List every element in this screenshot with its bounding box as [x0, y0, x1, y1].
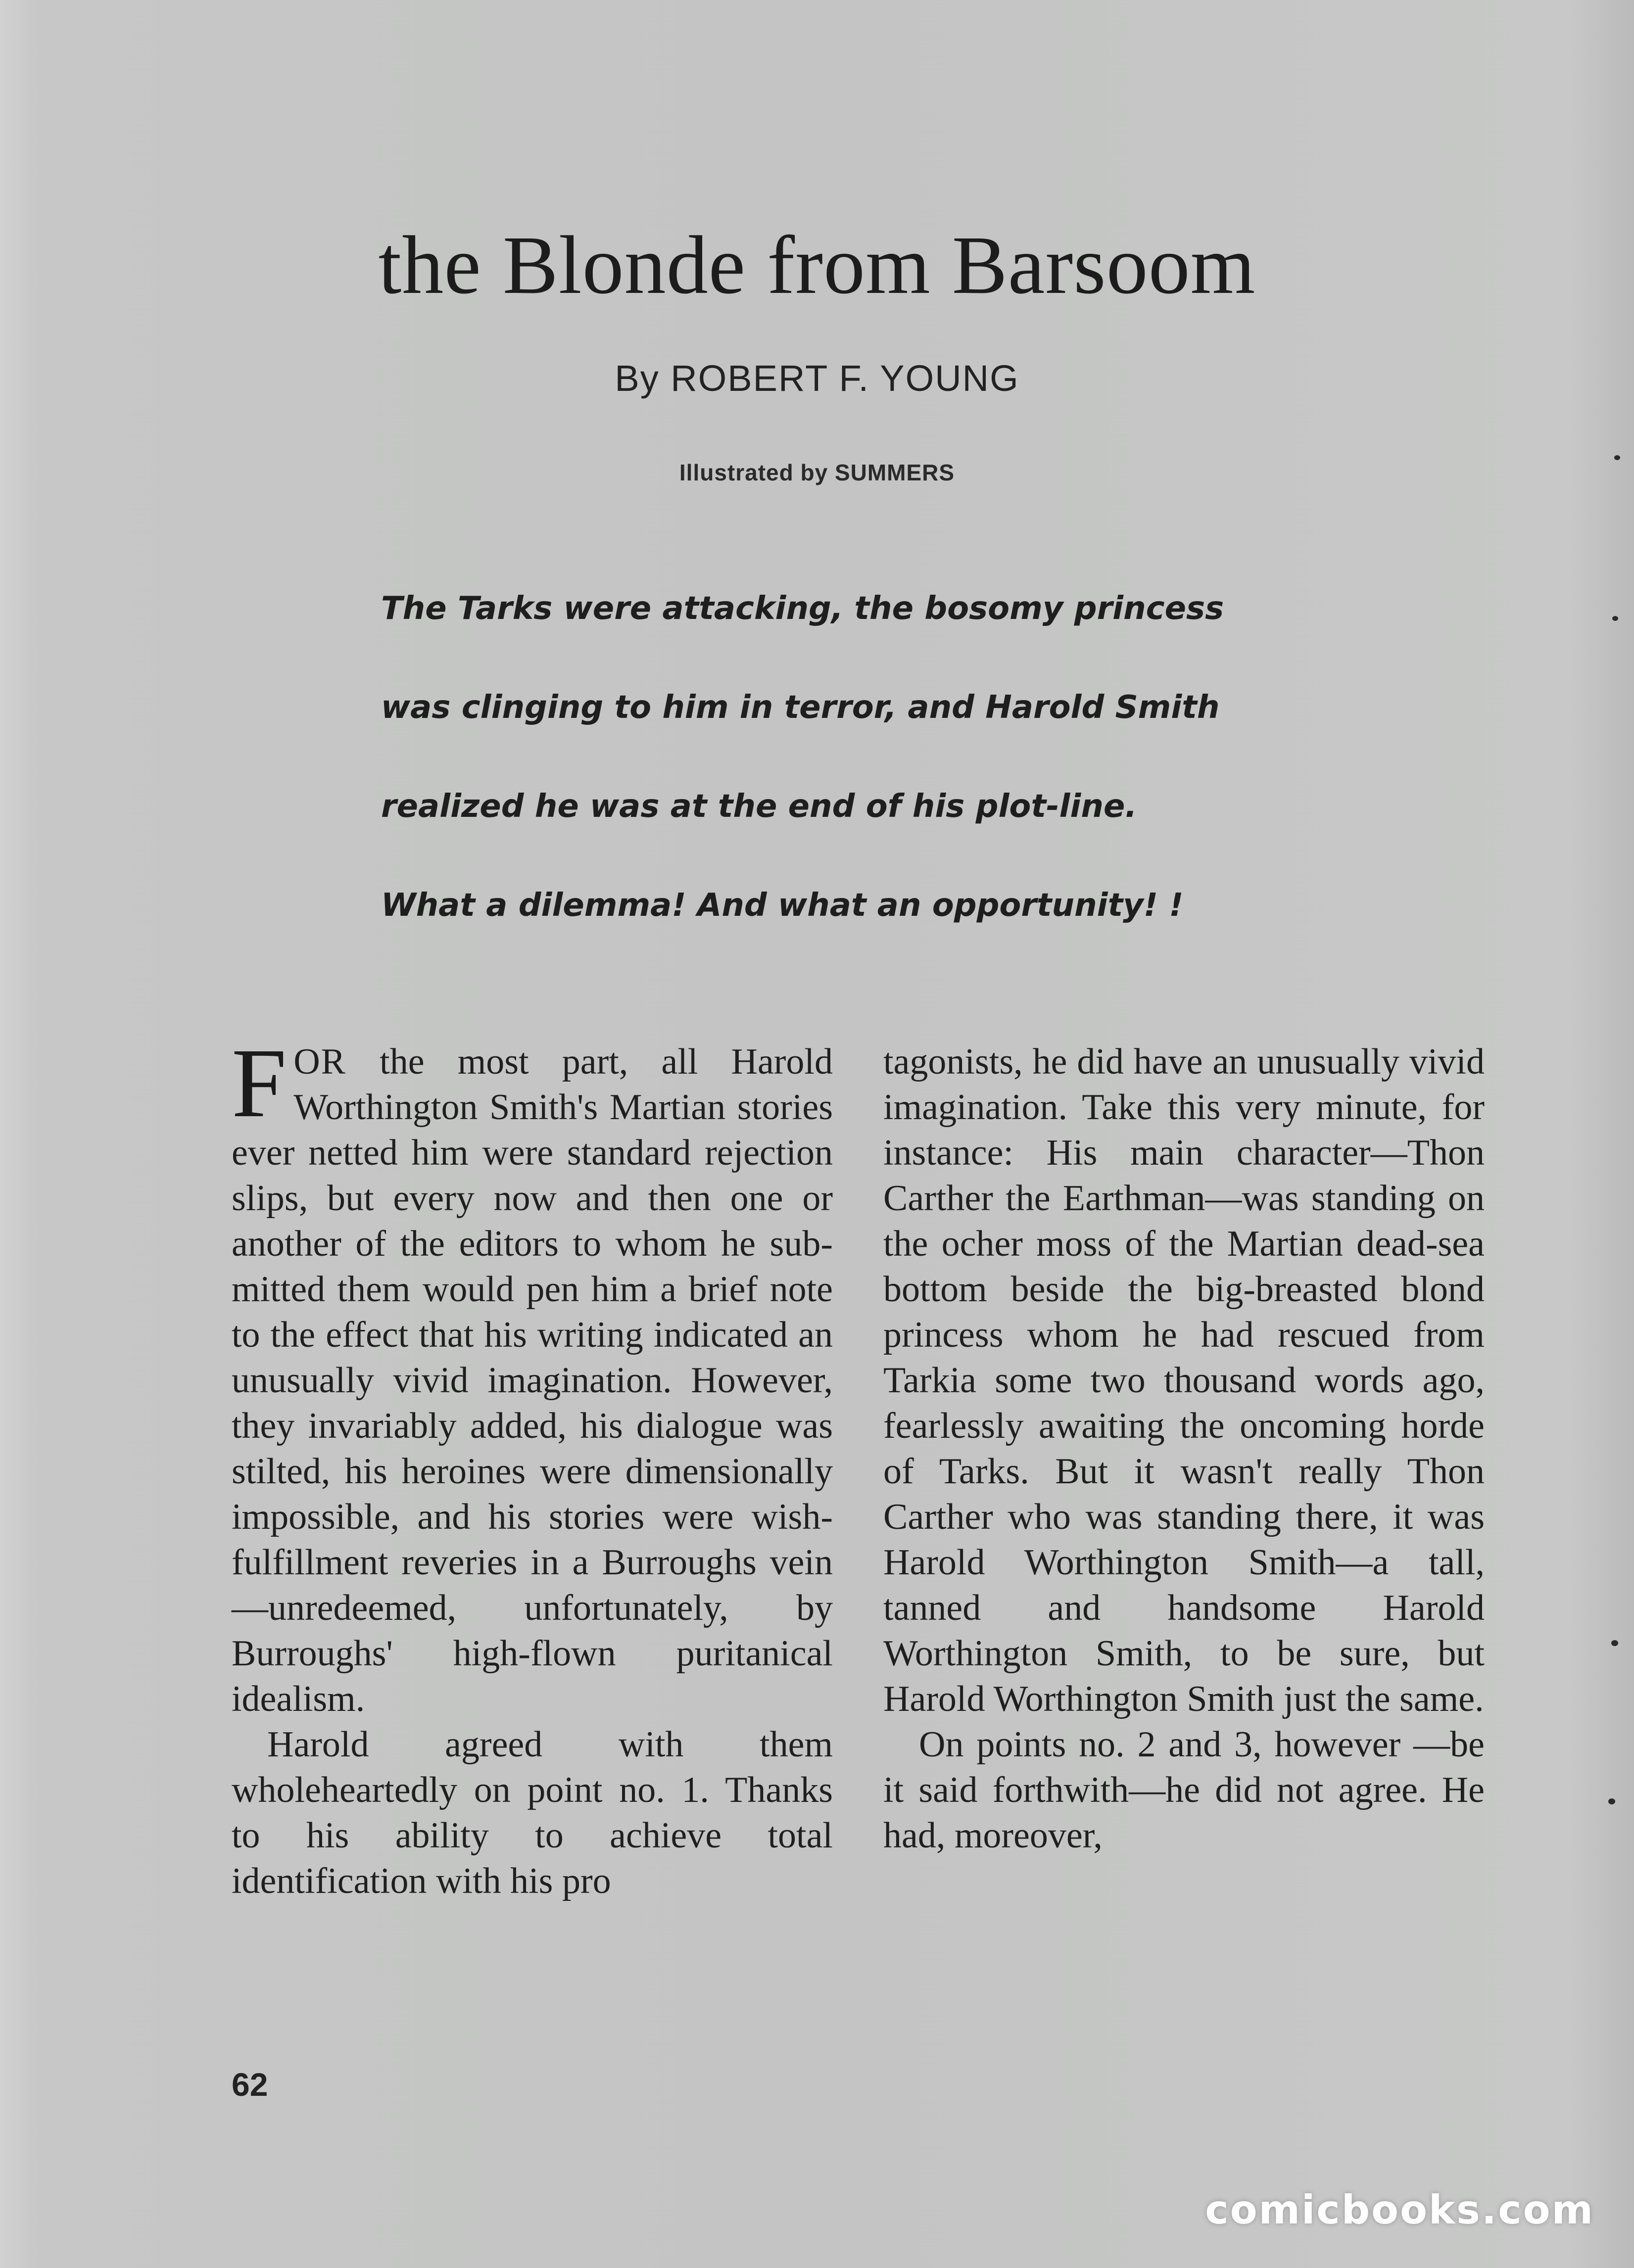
page-number: 62 [232, 2066, 268, 2103]
scan-speck [1612, 616, 1618, 621]
blurb-line: was clinging to him in terror, and Harold Smith [381, 689, 1220, 726]
body-paragraph: On points no. 2 and 3, however —be it said forthwith—he did not agree. He had, moreover, [883, 1724, 1485, 1856]
story-title: the Blonde from Barsoom [378, 219, 1256, 311]
opening-small-caps: OR [293, 1041, 347, 1082]
story-blurb [381, 579, 1519, 975]
illustrator-credit: Illustrated by SUMMERS [679, 460, 955, 485]
blurb-line: What a dilemma! And what an opportunity! ! [381, 887, 1184, 924]
drop-cap: F [232, 1029, 287, 1138]
blurb-line: The Tarks were attacking, the bosomy princess [381, 590, 1224, 627]
body-paragraph [232, 1029, 833, 1722]
text-column-left [232, 1029, 833, 1904]
body-paragraph: Harold agreed with them wholeheartedly on point no. 1. Thanks to his ability to achieve total identification with his pro [232, 1724, 833, 1901]
author-byline: By ROBERT F. YOUNG [615, 358, 1019, 399]
scan-speck [1608, 1798, 1615, 1804]
blurb-line: realized he was at the end of his plot-line. [381, 788, 1137, 825]
body-paragraph: tagonists, he did have an unusually vivid imagination. Take this very minute, for instance: His main character—Thon Carther the Earthman—was standing on the ocher moss of the Martian dead-sea bottom beside the big-breasted blond princess whom he had rescued from Tarkia some two thousand words ago, fearlessly awaiting the oncoming horde of Tarks. But it wasn't really Thon Carther who was standing there, it was Harold Worthington Smith—a tall, tanned and handsome Harold Worthington Smith, to be sure, but Harold Worthington Smith just the same. [883, 1041, 1485, 1719]
scan-speck [1611, 1640, 1618, 1646]
text-column-right [883, 1039, 1485, 1858]
scan-speck [1614, 455, 1620, 460]
site-watermark: comicbooks.com [1205, 2187, 1594, 2233]
paragraph-text: the most part, all Harold Worthington Smith's Martian stories ever netted him were standard rejection slips, but every now and then one or another of the editors to whom he submitted them would pen him a brief note to the effect that his writing indicated an unusually vivid imagination. However, they invariably added, his dialogue was stilted, his heroines were dimensionally impossible, and his stories were wish-fulfillment reveries in a Burroughs vein—unredeemed, unfortunately, by Burroughs' high-flown puritanical idealism. [232, 1041, 833, 1719]
